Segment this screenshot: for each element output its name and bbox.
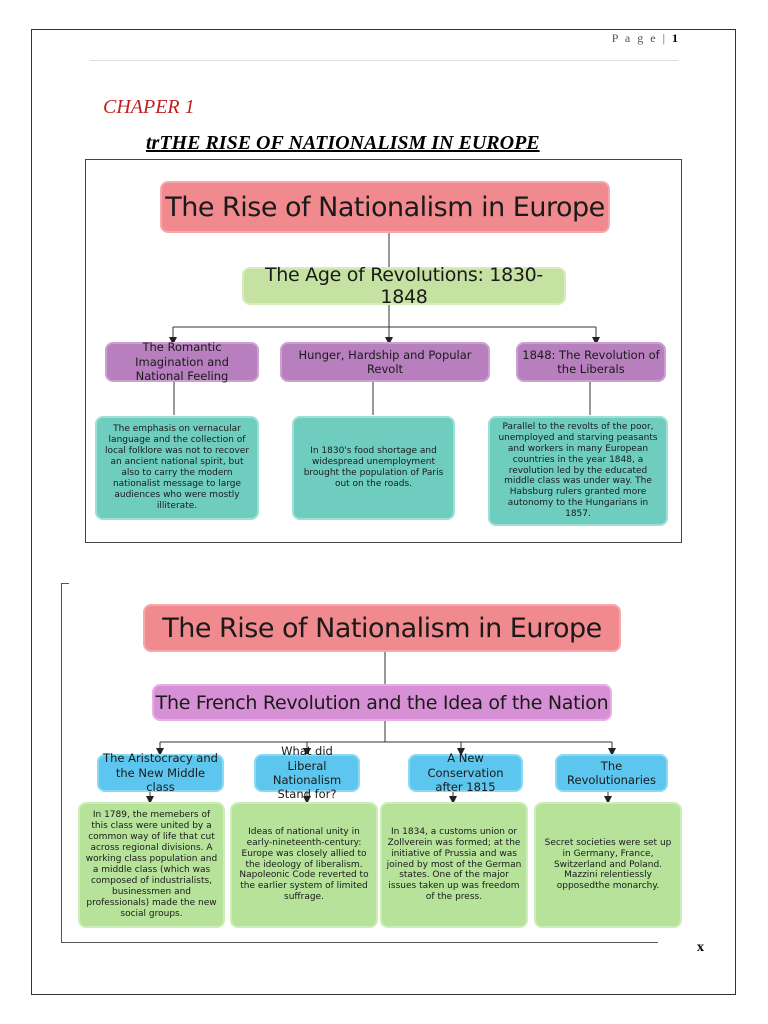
d2-detail-revolutionaries: Secret societies were set up in Germany, France, Switzerland and Poland. Mazzini relentiessly opposedthe monarchy. <box>534 802 682 928</box>
d1-branch-romantic: The Romantic Imagination and National Feeling <box>105 342 259 382</box>
d2-detail-liberal: Ideas of national unity in early-nineteenth-century: Europe was closely allied to the ideology of liberalism. Napoleonic Code reverted to the earlier system of limited suffrage. <box>230 802 378 928</box>
d1-detail-hunger: In 1830's food shortage and widespread unemployment brought the population of Paris out on the roads. <box>292 416 455 520</box>
page-number: P a g e | 1 <box>611 31 678 45</box>
page-title: trTHE RISE OF NATIONALISM IN EUROPE <box>146 132 540 154</box>
d1-sub-box: The Age of Revolutions: 1830-1848 <box>242 267 566 305</box>
d2-branch-conservation: A New Conservation after 1815 <box>408 754 523 792</box>
d2-frame-bottom <box>61 942 658 943</box>
d2-frame-left <box>61 583 62 943</box>
d1-detail-1848: Parallel to the revolts of the poor, unemployed and starving peasants and workers in many European countries in the year 1848, a revolution led by the educated middle class was under way. The Habsburg rulers granted more autonomy to the Hungarians in 1857. <box>488 416 668 526</box>
d2-sub-box: The French Revolution and the Idea of the Nation <box>152 684 612 721</box>
d1-detail-romantic: The emphasis on vernacular language and the collection of local folklore was not to recover an ancient national spirit, but also to carry the modern nationalist message to large audiences who were mostly illiterate. <box>95 416 259 520</box>
d1-root-box: The Rise of Nationalism in Europe <box>160 181 610 233</box>
d2-detail-aristocracy: In 1789, the memebers of this class were united by a common way of life that cut across regional divisions. A working class population and a middle class (which was composed of industrialists, businessmen and professionals) made the new social groups. <box>78 802 225 928</box>
corner-x-mark: x <box>697 940 704 955</box>
chapter-heading: CHAPER 1 <box>103 96 195 118</box>
d2-branch-aristocracy: The Aristocracy and the New Middle class <box>97 754 224 792</box>
d1-branch-hunger: Hunger, Hardship and Popular Revolt <box>280 342 490 382</box>
d2-branch-liberal: What did Liberal Nationalism Stand for? <box>254 754 360 792</box>
d2-detail-conservation: In 1834, a customs union or Zollverein was formed; at the initiative of Prussia and was joined by most of the German states. One of the major issues taken up was freedom of the press. <box>380 802 528 928</box>
d2-root-box: The Rise of Nationalism in Europe <box>143 604 621 652</box>
d1-branch-1848: 1848: The Revolution of the Liberals <box>516 342 666 382</box>
d2-branch-revolutionaries: The Revolutionaries <box>555 754 668 792</box>
d2-frame-tick <box>61 583 69 584</box>
